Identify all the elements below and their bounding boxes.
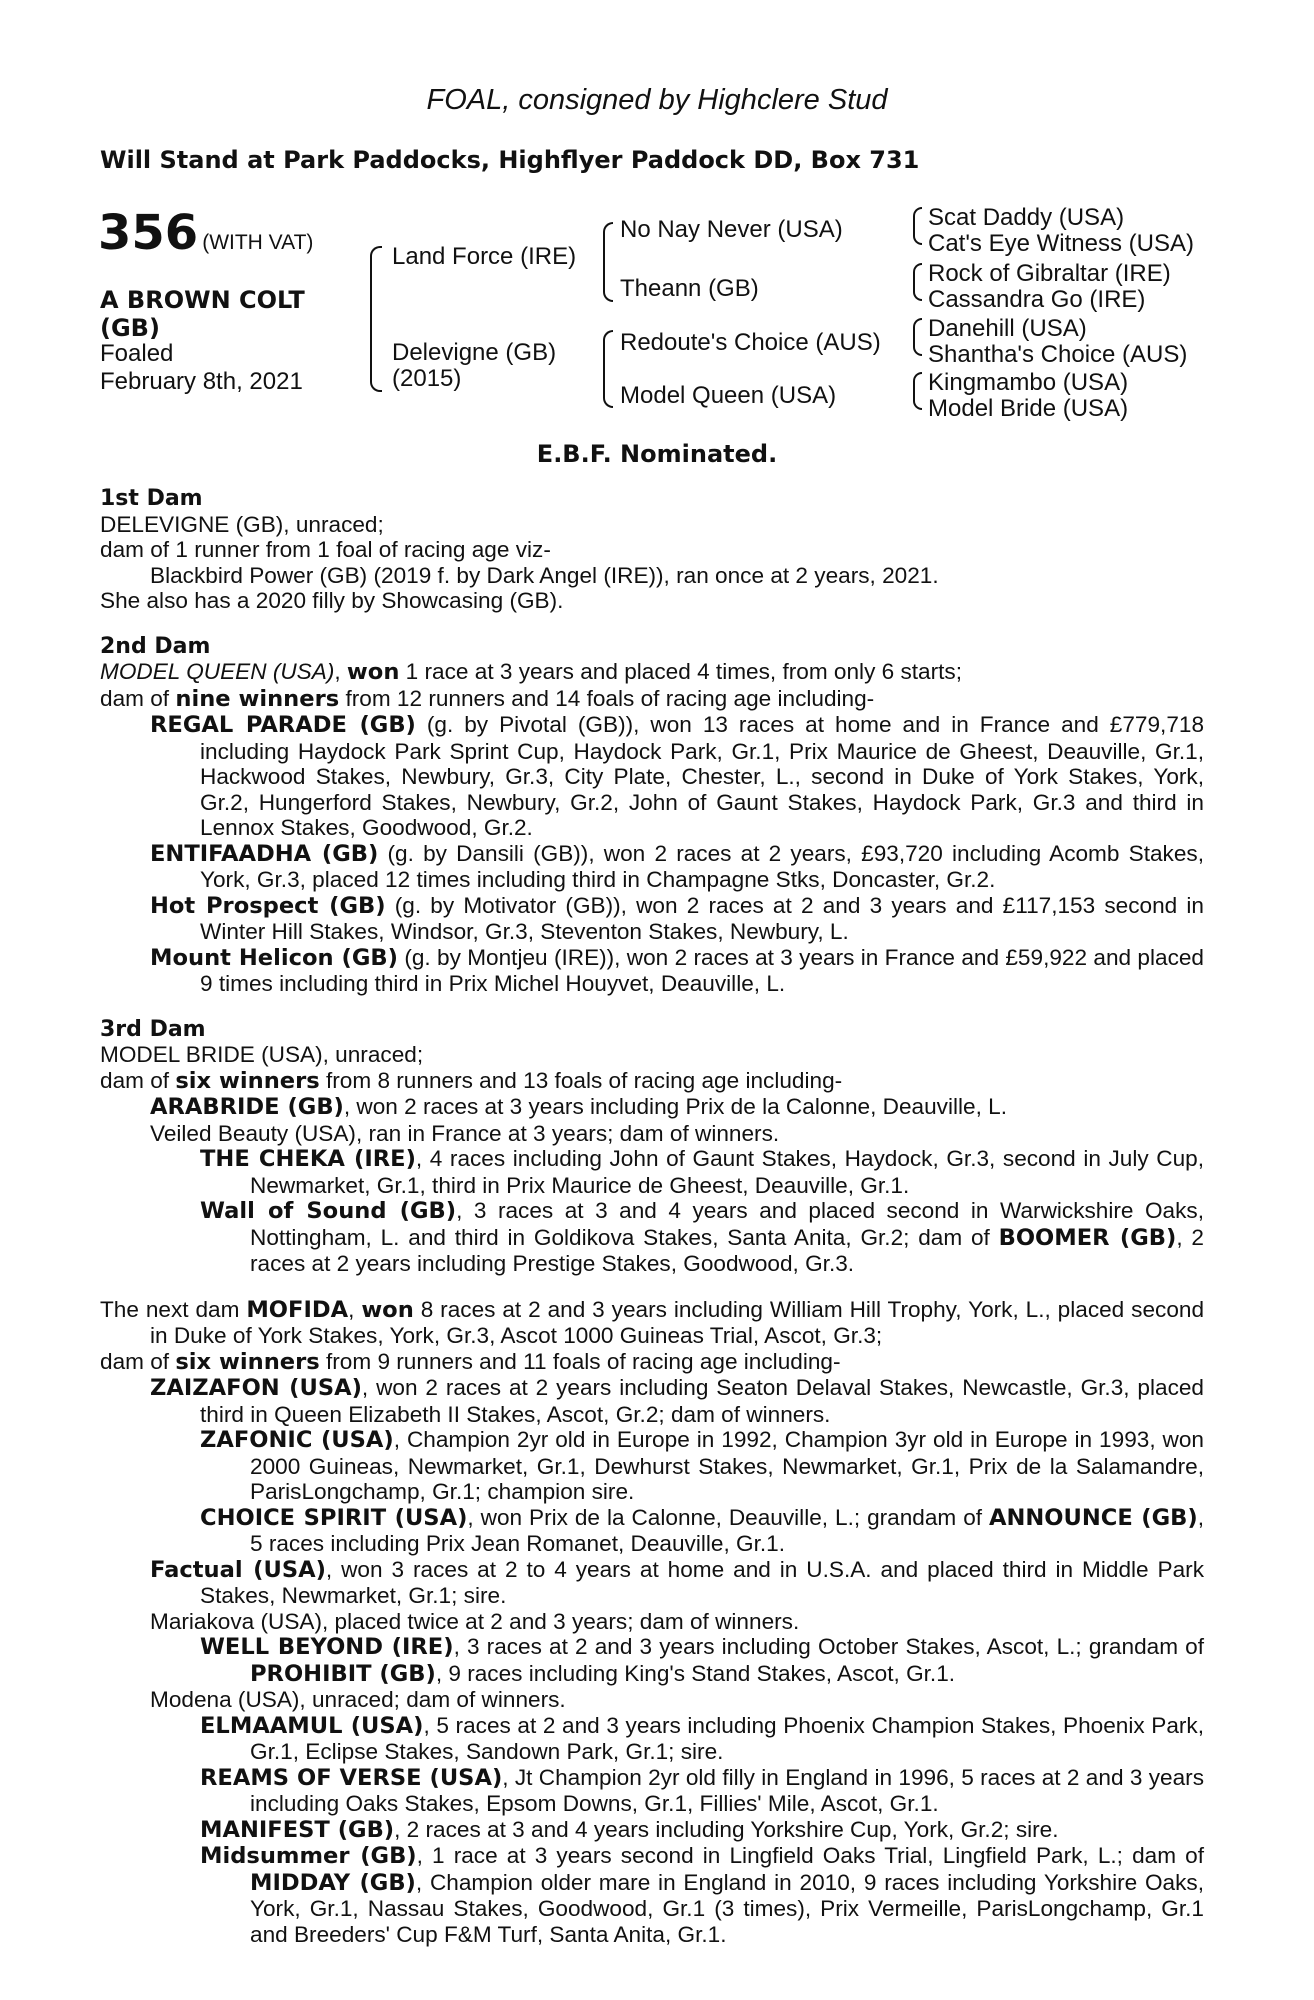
- dam-dam: Model Queen (USA): [620, 382, 837, 409]
- lot-description: A BROWN COLT (GB): [100, 286, 305, 342]
- third-dam-line-2: Veiled Beauty (USA), ran in France at 3 years; dam of winners.: [150, 1120, 780, 1146]
- next-dam-line-1: ZAIZAFON (USA), won 2 races at 2 years including Seaton Delaval Stakes, Newcastle, Gr.3, placed third in Queen Elizabeth II Stakes, Ascot, Gr.2; dam of winners.: [150, 1375, 1204, 1427]
- second-dam-name: MODEL QUEEN (USA): [100, 659, 335, 684]
- pedigree-brace-ds: [913, 318, 922, 356]
- dam-name: Delevigne (GB): [392, 339, 557, 366]
- next-dam-line-9: REAMS OF VERSE (USA), Jt Champion 2yr old filly in England in 1996, 5 races at 2 and 3 years including Oaks Stakes, Epsom Downs, Gr.1, Fillies' Mile, Ascot, Gr.1.: [200, 1764, 1204, 1816]
- sire: Land Force (IRE): [392, 243, 577, 270]
- pedigree-brace-sire: [603, 222, 613, 302]
- next-dam-line-8: ELMAAMUL (USA), 5 races at 2 and 3 years including Phoenix Champion Stakes, Phoenix Park, Gr.1, Eclipse Stakes, Sandown Park, Gr.1; sire.: [200, 1712, 1205, 1764]
- foaled-date: February 8th, 2021: [100, 368, 303, 395]
- progeny-4: Mount Helicon (GB) (g. by Montjeu (IRE)), won 2 races at 3 years in France and £59,922 and placed 9 times including third in Prix Michel Houyvet, Deauville, L.: [150, 944, 1204, 996]
- second-dam-heading: 2nd Dam: [100, 633, 211, 659]
- next-dam-line-4: Factual (USA), won 3 races at 2 to 4 years at home and in U.S.A. and placed third in Middle Park Stakes, Newmarket, Gr.1; sire.: [150, 1556, 1204, 1608]
- ggp-2: Cat's Eye Witness (USA): [928, 230, 1194, 257]
- next-dam-line-5: Mariakova (USA), placed twice at 2 and 3 years; dam of winners.: [150, 1608, 800, 1634]
- next-dam-line-11: Midsummer (GB), 1 race at 3 years second in Lingfield Oaks Trial, Lingfield Park, L.; dam of MIDDAY (GB), Champion older mare in England in 2010, 9 races including Yorkshire Oaks, York, Gr.1, Nassau Stakes, Goodwood, Gr.1 (3 times), Prix Vermeille, ParisLongchamp, Gr.1 and Breeders' Cup F&M Turf, Santa Anita, Gr.1.: [200, 1843, 1204, 1947]
- third-dam-intro: MODEL BRIDE (USA), unraced;: [100, 1042, 424, 1067]
- dam-sire: Redoute's Choice (AUS): [620, 329, 881, 356]
- sire-dam: Theann (GB): [620, 275, 759, 302]
- dam-year: (2015): [392, 365, 462, 392]
- ggp-8: Model Bride (USA): [928, 395, 1129, 422]
- lot-number: 356: [98, 205, 199, 261]
- third-dam-line-1: ARABRIDE (GB), won 2 races at 3 years including Prix de la Calonne, Deauville, L.: [150, 1094, 1007, 1120]
- next-dam-line-7: Modena (USA), unraced; dam of winners.: [150, 1687, 566, 1712]
- progeny-1: REGAL PARADE (GB) (g. by Pivotal (GB)), won 13 races at home and in France and £779,718 including Haydock Park Sprint Cup, Haydock Park, Gr.1, Prix Maurice de Gheest, Deauville, Gr.1, Hackwood Stakes, Newbury, Gr.3, City Plate, Chester, L., second in Duke of York Stakes, York, Gr.2, Hungerford Stakes, Newbury, Gr.2, John of Gaunt Stakes, Haydock Park, Gr.3 and third in Lennox Stakes, Goodwood, Gr.2.: [150, 712, 1205, 840]
- next-dam-line-3: CHOICE SPIRIT (USA), won Prix de la Calonne, Deauville, L.; grandam of ANNOUNCE (GB), 5 races including Prix Jean Romanet, Deauville, Gr.1.: [200, 1504, 1204, 1556]
- progeny-2: ENTIFAADHA (GB) (g. by Dansili (GB)), won 2 races at 2 years, £93,720 including Acomb Stakes, York, Gr.3, placed 12 times including third in Champagne Stks, Doncaster, Gr.2.: [150, 840, 1204, 892]
- third-dam-dam-of: dam of six winners from 8 runners and 13 foals of racing age including-: [100, 1067, 843, 1094]
- third-dam-heading: 3rd Dam: [100, 1016, 206, 1042]
- ggp-1: Scat Daddy (USA): [928, 204, 1125, 231]
- ggp-4: Cassandra Go (IRE): [928, 286, 1146, 313]
- pedigree-brace-dd: [913, 372, 922, 410]
- second-dam-intro: MODEL QUEEN (USA), won 1 race at 3 years and placed 4 times, from only 6 starts;: [100, 659, 962, 685]
- ggp-6: Shantha's Choice (AUS): [928, 341, 1188, 368]
- first-dam-line-3: Blackbird Power (GB) (2019 f. by Dark Angel (IRE)), ran once at 2 years, 2021.: [150, 562, 939, 588]
- foaled-info: [100, 340, 303, 396]
- progeny-3: Hot Prospect (GB) (g. by Motivator (GB)), won 2 races at 2 and 3 years and £117,153 second in Winter Hill Stakes, Windsor, Gr.3, Steventon Stakes, Newbury, L.: [150, 892, 1204, 944]
- first-dam-line-1: DELEVIGNE (GB), unraced;: [100, 511, 384, 537]
- pedigree-brace-dam: [603, 330, 613, 408]
- next-dam-line-2: ZAFONIC (USA), Champion 2yr old in Europe in 1992, Champion 3yr old in Europe in 1993, won 2000 Guineas, Newmarket, Gr.1, Dewhurst Stakes, Newmarket, Gr.1, Prix de la Salamandre, ParisLongchamp, Gr.1; champion sire.: [200, 1427, 1205, 1504]
- vat-label: (WITH VAT): [202, 231, 314, 254]
- third-dam-line-4: Wall of Sound (GB), 3 races at 3 and 4 years and placed second in Warwickshire Oaks, Nottingham, L. and third in Goldikova Stakes, Santa Anita, Gr.2; dam of BOOMER (GB), 2 races at 2 years including Prestige Stakes, Goodwood, Gr.3.: [200, 1198, 1204, 1276]
- ggp-7: Kingmambo (USA): [928, 369, 1129, 396]
- ebf-nominated: E.B.F. Nominated.: [536, 440, 778, 468]
- dam: [392, 340, 556, 392]
- stand-location: Will Stand at Park Paddocks, Highflyer Paddock DD, Box 731: [100, 146, 920, 174]
- first-dam-line-2: dam of 1 runner from 1 foal of racing age viz-: [100, 537, 551, 562]
- consignment-line: FOAL, consigned by Highclere Stud: [426, 84, 888, 116]
- catalogue-body: [100, 486, 1204, 1947]
- next-dam-dam-of: dam of six winners from 9 runners and 11 foals of racing age including-: [100, 1348, 841, 1375]
- ggp-5: Danehill (USA): [928, 315, 1087, 342]
- next-dam-intro: The next dam MOFIDA, won 8 races at 2 and 3 years including William Hill Trophy, York, L., placed second in Duke of York Stakes, York, Gr.3, Ascot 1000 Guineas Trial, Ascot, Gr.3;: [100, 1296, 1205, 1348]
- lot-number-block: [98, 205, 313, 261]
- first-dam-heading: 1st Dam: [100, 486, 203, 511]
- third-dam-line-3: THE CHEKA (IRE), 4 races including John of Gaunt Stakes, Haydock, Gr.3, second in July Cup, Newmarket, Gr.1, third in Prix Maurice de Gheest, Deauville, Gr.1.: [200, 1146, 1204, 1198]
- next-dam-line-10: MANIFEST (GB), 2 races at 3 and 4 years including Yorkshire Cup, York, Gr.2; sire.: [200, 1816, 1059, 1843]
- foaled-label: Foaled: [100, 340, 174, 367]
- second-dam-dam-of: dam of nine winners from 12 runners and 14 foals of racing age including-: [100, 685, 875, 712]
- pedigree-brace-sd: [913, 263, 922, 301]
- first-dam-line-4: She also has a 2020 filly by Showcasing (GB).: [100, 588, 564, 613]
- sire-sire: No Nay Never (USA): [620, 216, 843, 243]
- pedigree-brace-main: [370, 246, 382, 392]
- next-dam-line-6: WELL BEYOND (IRE), 3 races at 2 and 3 years including October Stakes, Ascot, L.; grandam of PROHIBIT (GB), 9 races including King's Stand Stakes, Ascot, Gr.1.: [200, 1634, 1204, 1687]
- ggp-3: Rock of Gibraltar (IRE): [928, 260, 1171, 287]
- pedigree-brace-ss: [913, 207, 922, 245]
